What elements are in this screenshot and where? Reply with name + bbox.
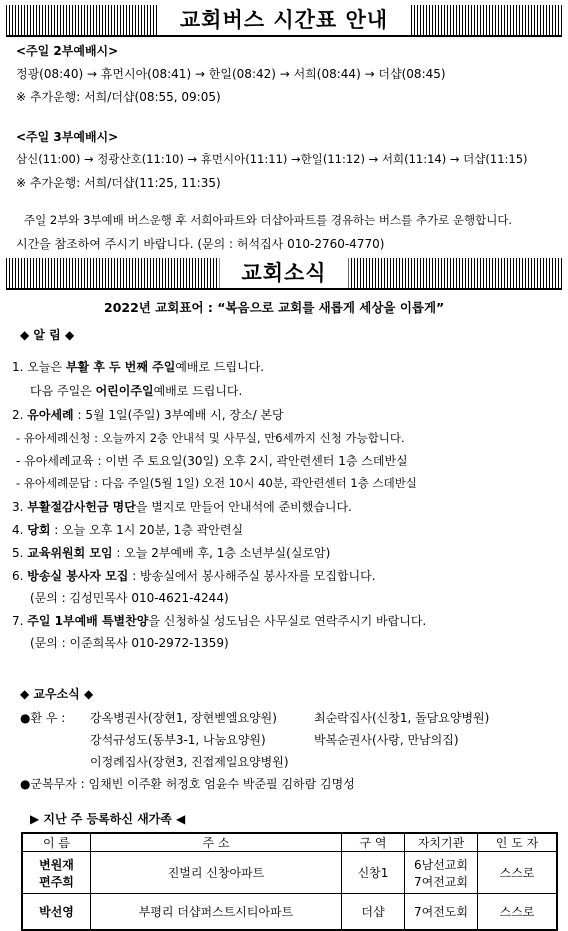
service2-extra: ※ 추가운행: 서희/더샵(08:55, 09:05) bbox=[16, 90, 221, 104]
bus-banner bbox=[6, 5, 562, 37]
col-name: 이 름 bbox=[22, 833, 91, 852]
service3-route: 삼신(11:00) → 정광산호(11:10) → 휴먼시아(11:11) →한일(11:12) → 서희(11:14) → 더샵(11:15) bbox=[16, 152, 528, 166]
col-org: 자치기관 bbox=[405, 833, 478, 852]
military-list: ●군복무자 : 임채빈 이주환 허정호 엄윤수 박준필 김하람 김명성 bbox=[20, 777, 355, 791]
notice-header: ◆ 알 림 ◆ bbox=[20, 328, 75, 342]
col-address: 주 소 bbox=[91, 833, 342, 852]
notice-item-2: 2. 유아세례 : 5월 1일(주일) 3부예배 시, 장소/ 본당 bbox=[12, 408, 284, 422]
service3-extra: ※ 추가운행: 서희/더샵(11:25, 11:35) bbox=[16, 176, 221, 190]
bus-title: 교회버스 시간표 안내 bbox=[158, 5, 410, 35]
cell-org: 6남선교회 7여전교회 bbox=[405, 852, 478, 894]
newcomers-header: ▶ 지난 주 등록하신 새가족 ◀ bbox=[30, 812, 186, 826]
table-header-row bbox=[22, 833, 557, 852]
notice-item-2-sub2: - 유아세례교육 : 이번 주 토요일(30일) 오후 2시, 곽안련센터 1층 스데반실 bbox=[16, 454, 408, 468]
sick-entry-1b: 최순락집사(신창1, 돌담요양병원) bbox=[314, 711, 490, 725]
notice-item-1-line2: 다음 주일은 어린이주일예배로 드립니다. bbox=[30, 384, 243, 398]
cell-address: 부평리 더샵퍼스트시티아파트 bbox=[91, 894, 342, 931]
sick-label: ●환 우 : bbox=[20, 711, 66, 725]
sick-entry-2b: 박복순권사(사랑, 만남의집) bbox=[314, 733, 459, 747]
notice-item-7-line2: (문의 : 이준희목사 010-2972-1359) bbox=[30, 636, 229, 650]
cell-name: 변원재 편주희 bbox=[22, 852, 91, 894]
notice-item-5: 5. 교육위원회 모임 : 오늘 2부예배 후, 1층 소년부실(실로암) bbox=[12, 546, 331, 560]
cell-district: 더샵 bbox=[342, 894, 405, 931]
col-district: 구 역 bbox=[342, 833, 405, 852]
notice-item-7: 7. 주일 1부예배 특별찬양을 신청하실 성도님은 사무실로 연락주시기 바랍니다. bbox=[12, 614, 427, 628]
sick-entry-3a: 이정례집사(장현3, 진접제일요양병원) bbox=[90, 755, 289, 769]
service3-header: <주일 3부예배시> bbox=[16, 130, 119, 144]
service2-route: 정광(08:40) → 휴먼시아(08:41) → 한일(08:42) → 서희(08:44) → 더샵(08:45) bbox=[16, 67, 446, 81]
bus-note-line1: 주일 2부와 3부예배 버스운행 후 서희아파트와 더샵아파트를 경유하는 버스를 추가로 운행합니다. bbox=[24, 213, 513, 227]
notice-item-4: 4. 당회 : 오늘 오후 1시 20분, 1층 곽안련실 bbox=[12, 523, 244, 537]
bus-note-line2: 시간을 참조하여 주시기 바랍니다. (문의 : 허석집사 010-2760-4770) bbox=[16, 237, 385, 251]
table-row bbox=[22, 894, 557, 931]
cell-guide: 스스로 bbox=[478, 852, 558, 894]
notice-item-2-sub1: - 유아세례신청 : 오늘까지 2층 안내석 및 사무실, 만6세까지 신청 가능합니다. bbox=[16, 431, 405, 445]
cell-name: 박선영 bbox=[22, 894, 91, 931]
notice-item-6: 6. 방송실 봉사자 모집 : 방송실에서 봉사해주실 봉사자를 모집합니다. bbox=[12, 569, 376, 583]
news-title: 교회소식 bbox=[219, 258, 348, 288]
table-row bbox=[22, 852, 557, 894]
cell-guide: 스스로 bbox=[478, 894, 558, 931]
motto: 2022년 교회표어 : “복음으로 교회를 새롭게 세상을 이롭게” bbox=[104, 300, 445, 315]
col-guide: 인 도 자 bbox=[478, 833, 558, 852]
notice-item-6-line2: (문의 : 김성민목사 010-4621-4244) bbox=[30, 591, 229, 605]
sick-entry-1a: 강옥병권사(장현1, 장현벧엘요양원) bbox=[90, 711, 277, 725]
cell-org: 7여전도회 bbox=[405, 894, 478, 931]
cell-district: 신창1 bbox=[342, 852, 405, 894]
sick-entry-2a: 강석규성도(동부3-1, 나눔요양원) bbox=[90, 733, 266, 747]
service2-header: <주일 2부예배시> bbox=[16, 44, 119, 58]
notice-item-1: 1. 오늘은 부활 후 두 번째 주일예배로 드립니다. bbox=[12, 360, 265, 374]
news-banner bbox=[6, 258, 562, 290]
notice-item-3: 3. 부활절감사헌금 명단을 별지로 만들어 안내석에 준비했습니다. bbox=[12, 500, 352, 514]
members-header: ◆ 교우소식 ◆ bbox=[20, 687, 94, 701]
cell-address: 진벌리 신창아파트 bbox=[91, 852, 342, 894]
notice-item-2-sub3: - 유아세례문답 : 다음 주일(5월 1일) 오전 10시 40분, 곽안련센터 1층 스데반실 bbox=[16, 476, 417, 490]
newcomers-table bbox=[21, 832, 558, 931]
